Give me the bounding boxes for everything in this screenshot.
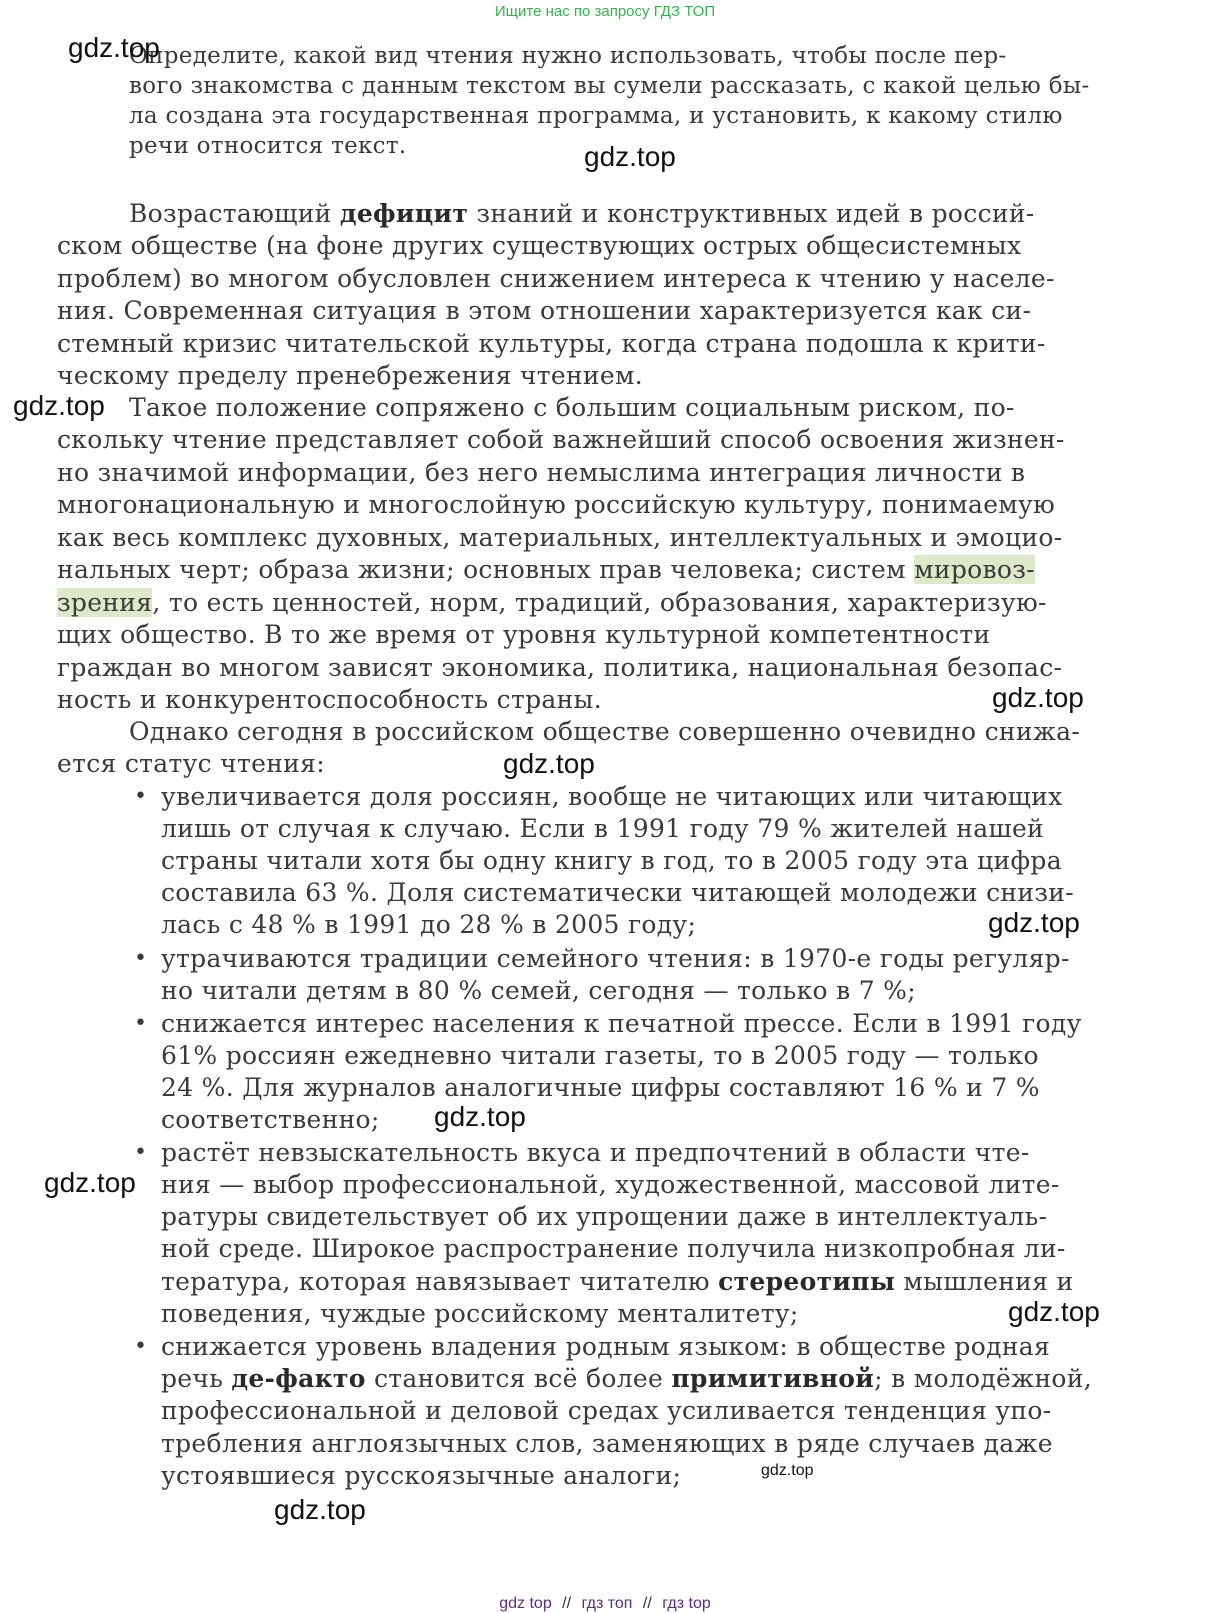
text-line: ния. Современная ситуация в этом отношении характеризуется как си- — [57, 296, 1032, 325]
bold-term: де-факто — [231, 1364, 366, 1393]
bold-term: дефицит — [339, 199, 469, 228]
text-line: стемный кризис читательской культуры, когда страна подошла к крити- — [57, 329, 1046, 358]
text-line: ратуры свидетельствует об их упрощении даже в интеллектуаль- — [161, 1202, 1048, 1231]
intro-line: речи относится текст. — [129, 133, 407, 159]
bold-term: примитивной — [671, 1364, 875, 1393]
text-line: зрения, то есть ценностей, норм, традиций, образования, характеризую- — [57, 588, 1047, 617]
text-line: растёт невзыскательность вкуса и предпочтений в области чте- — [161, 1138, 1030, 1167]
text-line: нальных черт; образа жизни; основных прав человека; систем мировоз- — [57, 555, 1035, 584]
text-line: ческому пределу пренебрежения чтением. — [57, 361, 643, 390]
top-banner — [0, 0, 1210, 26]
intro-line: вого знакомства с данным текстом вы сумели рассказать, с какой целью бы- — [129, 73, 1090, 99]
highlighted-word: зрения — [57, 588, 153, 617]
text-line: ной среде. Широкое распространение получила низкопробная ли- — [161, 1234, 1066, 1263]
watermark-text: gdz.top — [992, 682, 1084, 713]
text-line: ность и конкурентоспособность страны. — [57, 685, 602, 714]
text-line: 61% россиян ежедневно читали газеты, то в 2005 году — только — [161, 1041, 1039, 1070]
text-line: многонациональную и многослойную российскую культуру, понимаемую — [57, 490, 1056, 519]
intro-line: Определите, какой вид чтения нужно использовать, чтобы после пер- — [129, 43, 1007, 69]
text-line: Такое положение сопряжено с большим социальным риском, по- — [129, 393, 1015, 422]
text-line: ния — выбор профессиональной, художественной, массовой лите- — [161, 1170, 1060, 1199]
text-line: но читали детям в 80 % семей, сегодня — только в 7 %; — [161, 976, 916, 1005]
text-line: речь де-факто становится всё более примитивной; в молодёжной, — [161, 1364, 1092, 1393]
bullet-marker: • — [134, 1140, 147, 1165]
watermark-text: gdz.top — [503, 748, 595, 779]
bullet-marker: • — [134, 784, 147, 809]
watermark-text: gdz.top — [1008, 1296, 1100, 1327]
text-line: ском обществе (на фоне других существующих острых общесистемных — [57, 231, 1022, 260]
text-line: проблем) во многом обусловлен снижением интереса к чтению у населе- — [57, 264, 1055, 293]
bullet-marker: • — [134, 1334, 147, 1359]
text-line: страны читали хотя бы одну книгу в год, то в 2005 году эта цифра — [161, 846, 1062, 875]
text-line: скольку чтение представляет собой важнейший способ освоения жизнен- — [57, 425, 1065, 454]
watermark-text: gdz.top — [274, 1494, 366, 1525]
text-line: Однако сегодня в российском обществе совершенно очевидно снижа- — [129, 717, 1081, 746]
bullet-marker: • — [134, 1011, 147, 1036]
text-line: профессиональной и деловой средах усиливается тенденция упо- — [161, 1396, 1052, 1425]
text-line: снижается уровень владения родным языком: в обществе родная — [161, 1332, 1051, 1361]
text-line: увеличивается доля россиян, вообще не читающих или читающих — [161, 782, 1063, 811]
text-line: лишь от случая к случаю. Если в 1991 году 79 % жителей нашей — [161, 814, 1045, 843]
text-line: лась с 48 % в 1991 до 28 % в 2005 году; — [161, 910, 697, 939]
text-line: соответственно; — [161, 1105, 380, 1134]
footer-link[interactable]: gdz top — [499, 1595, 552, 1612]
watermark-text: gdz.top — [988, 907, 1080, 938]
bold-term: стереотипы — [718, 1267, 896, 1296]
text-line: составила 63 %. Доля систематически читающей молодежи снизи- — [161, 878, 1074, 907]
text-line: как весь комплекс духовных, материальных, интеллектуальных и эмоцио- — [57, 523, 1063, 552]
text-line: снижается интерес населения к печатной прессе. Если в 1991 году — [161, 1009, 1082, 1038]
text-line: устоявшиеся русскоязычные аналоги; — [161, 1461, 682, 1490]
text-line: Возрастающий дефицит знаний и конструктивных идей в россий- — [129, 199, 1035, 228]
watermark-text: gdz.top — [761, 1462, 814, 1479]
text-line: тература, которая навязывает читателю стереотипы мышления и — [161, 1267, 1074, 1296]
search-hint-link[interactable]: Ищите нас по запросу ГДЗ ТОП — [494, 3, 716, 20]
footer-link[interactable]: гдз top — [662, 1595, 711, 1612]
text-line: утрачиваются традиции семейного чтения: в 1970-е годы регуляр- — [161, 944, 1070, 973]
watermark-text: gdz.top — [13, 390, 105, 421]
text-line: граждан во многом зависят экономика, политика, национальная безопас- — [57, 653, 1063, 682]
text-line: 24 %. Для журналов аналогичные цифры составляют 16 % и 7 % — [161, 1073, 1040, 1102]
highlighted-word: мировоз- — [914, 555, 1035, 584]
text-line: ется статус чтения: — [57, 749, 325, 778]
watermark-text: gdz.top — [68, 32, 160, 63]
watermark-text: gdz.top — [434, 1101, 526, 1132]
footer-link[interactable]: гдз топ — [581, 1595, 633, 1612]
footer-separator: // — [642, 1595, 652, 1612]
watermark-text: gdz.top — [44, 1167, 136, 1198]
intro-line: ла создана эта государственная программа, и установить, к какому стилю — [129, 103, 1063, 129]
text-line: но значимой информации, без него немыслима интеграция личности в — [57, 458, 1026, 487]
bullet-marker: • — [134, 946, 147, 971]
text-line: требления англоязычных слов, заменяющих в ряде случаев даже — [161, 1429, 1053, 1458]
footer-separator: // — [562, 1595, 572, 1612]
text-line: поведения, чуждые российскому менталитету; — [161, 1299, 799, 1328]
watermark-text: gdz.top — [584, 141, 676, 172]
footer-links — [0, 1595, 1210, 1613]
text-line: щих общество. В то же время от уровня культурной компетентности — [57, 620, 991, 649]
